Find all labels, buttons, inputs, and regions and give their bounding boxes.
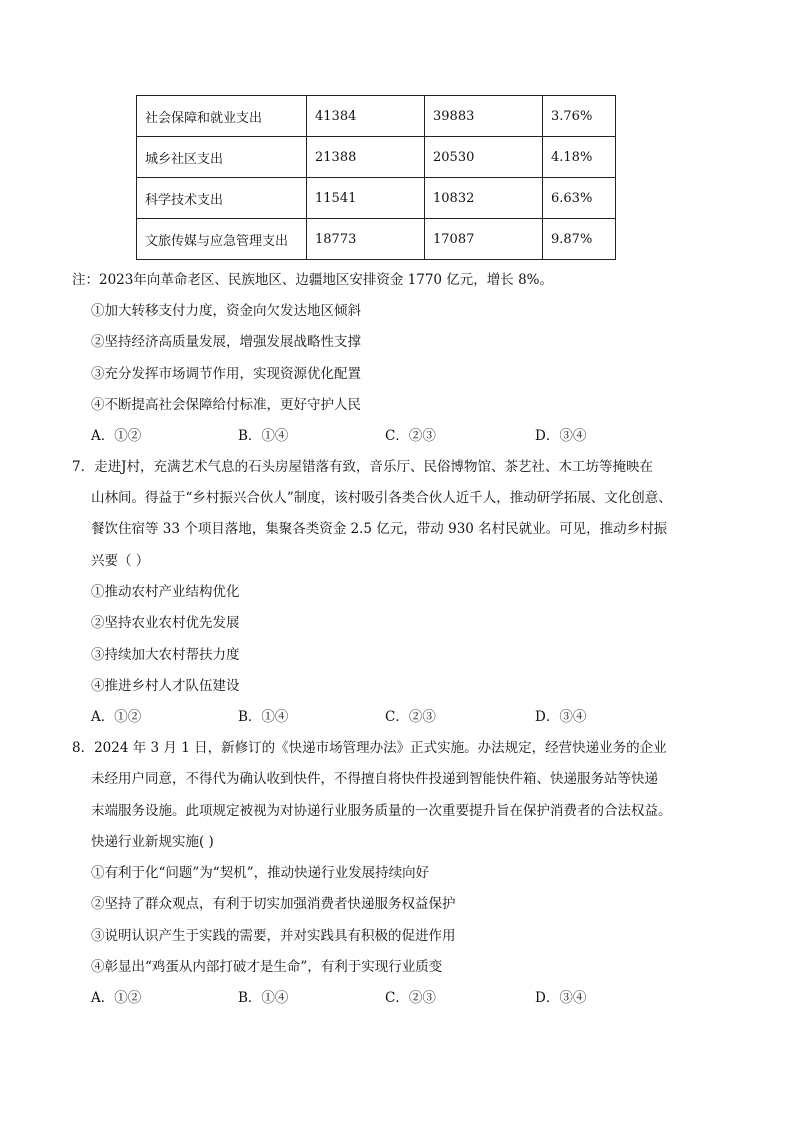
table-row [137,178,616,219]
answer-choice[interactable]: B．①④ [238,990,289,1006]
answer-choice[interactable]: C．②③ [385,709,436,725]
table-cell: 城乡社区支出 [137,137,307,178]
table-row [137,96,616,137]
option-statement: ③充分发挥市场调节作用，实现资源优化配置 [91,366,361,382]
option-statement: ③说明认识产生于实践的需要，并对实践具有积极的促进作用 [91,928,456,944]
option-statement: ④推进乡村人才队伍建设 [91,678,240,694]
table-cell: 21388 [307,137,425,178]
table-cell: 41384 [307,96,425,137]
table-row [137,137,616,178]
option-statement: ①有利于化“问题”为“契机”，推动快递行业发展持续向好 [91,865,430,881]
question-text: 快递行业新规实施( ) [91,834,214,850]
table-cell: 20530 [425,137,543,178]
answer-choice[interactable]: A．①② [91,990,142,1006]
option-statement: ②坚持了群众观点，有利于切实加强消费者快递服务权益保护 [91,896,456,912]
option-statement: ④不断提高社会保障给付标准，更好守护人民 [91,397,361,413]
answer-choice[interactable]: A．①② [91,709,142,725]
table-cell: 18773 [307,219,425,260]
table-cell: 社会保障和就业支出 [137,96,307,137]
answer-choice[interactable]: D．③④ [535,428,587,444]
option-statement: ①加大转移支付力度，资金向欠发达地区倾斜 [91,303,361,319]
table-cell: 科学技术支出 [137,178,307,219]
table-cell: 9.87% [543,219,616,260]
table-cell: 文旅传媒与应急管理支出 [137,219,307,260]
table-row [137,219,616,260]
option-statement: ④彰显出“鸡蛋从内部打破才是生命”，有利于实现行业质变 [91,959,443,975]
budget-table [136,95,616,260]
answer-choice[interactable]: C．②③ [385,990,436,1006]
question-text: 餐饮住宿等 33 个项目落地，集聚各类资金 2.5 亿元，带动 930 名村民就业。可见，推动乡村振 [91,521,668,537]
answer-choice[interactable]: A．①② [91,428,142,444]
answer-choice[interactable]: D．③④ [535,709,587,725]
question-text: 8．2024 年 3 月 1 日，新修订的《快递市场管理办法》正式实施。办法规定，经营快递业务的企业 [72,740,667,756]
answer-choice[interactable]: C．②③ [385,428,436,444]
option-statement: ③持续加大农村帮扶力度 [91,647,240,663]
table-cell: 3.76% [543,96,616,137]
table-cell: 10832 [425,178,543,219]
question-text: 末端服务设施。此项规定被视为对协递行业服务质量的一次重要提升旨在保护消费者的合法权益。 [91,803,672,819]
question-text: 7．走进J村，充满艺术气息的石头房屋错落有致，音乐厅、民俗博物馆、茶艺社、木工坊等掩映在 [72,459,653,475]
table-note: 注：2023年向革命老区、民族地区、边疆地区安排资金 1770 亿元，增长 8%。 [72,272,554,288]
table-cell: 17087 [425,219,543,260]
option-statement: ①推动农村产业结构优化 [91,584,240,600]
answer-choice[interactable]: B．①④ [238,428,289,444]
table-cell: 39883 [425,96,543,137]
table-cell: 11541 [307,178,425,219]
table-cell: 6.63% [543,178,616,219]
option-statement: ②坚持农业农村优先发展 [91,615,240,631]
question-text: 山林间。得益于“乡村振兴合伙人”制度，该村吸引各类合伙人近千人，推动研学拓展、文化创意、 [91,490,672,506]
answer-choice[interactable]: D．③④ [535,990,587,1006]
option-statement: ②坚持经济高质量发展，增强发展战略性支撑 [91,334,361,350]
table-cell: 4.18% [543,137,616,178]
answer-choice[interactable]: B．①④ [238,709,289,725]
question-text: 兴要（ ） [91,553,150,569]
question-text: 未经用户同意，不得代为确认收到快件，不得擅自将快件投递到智能快件箱、快递服务站等快递 [91,771,658,787]
